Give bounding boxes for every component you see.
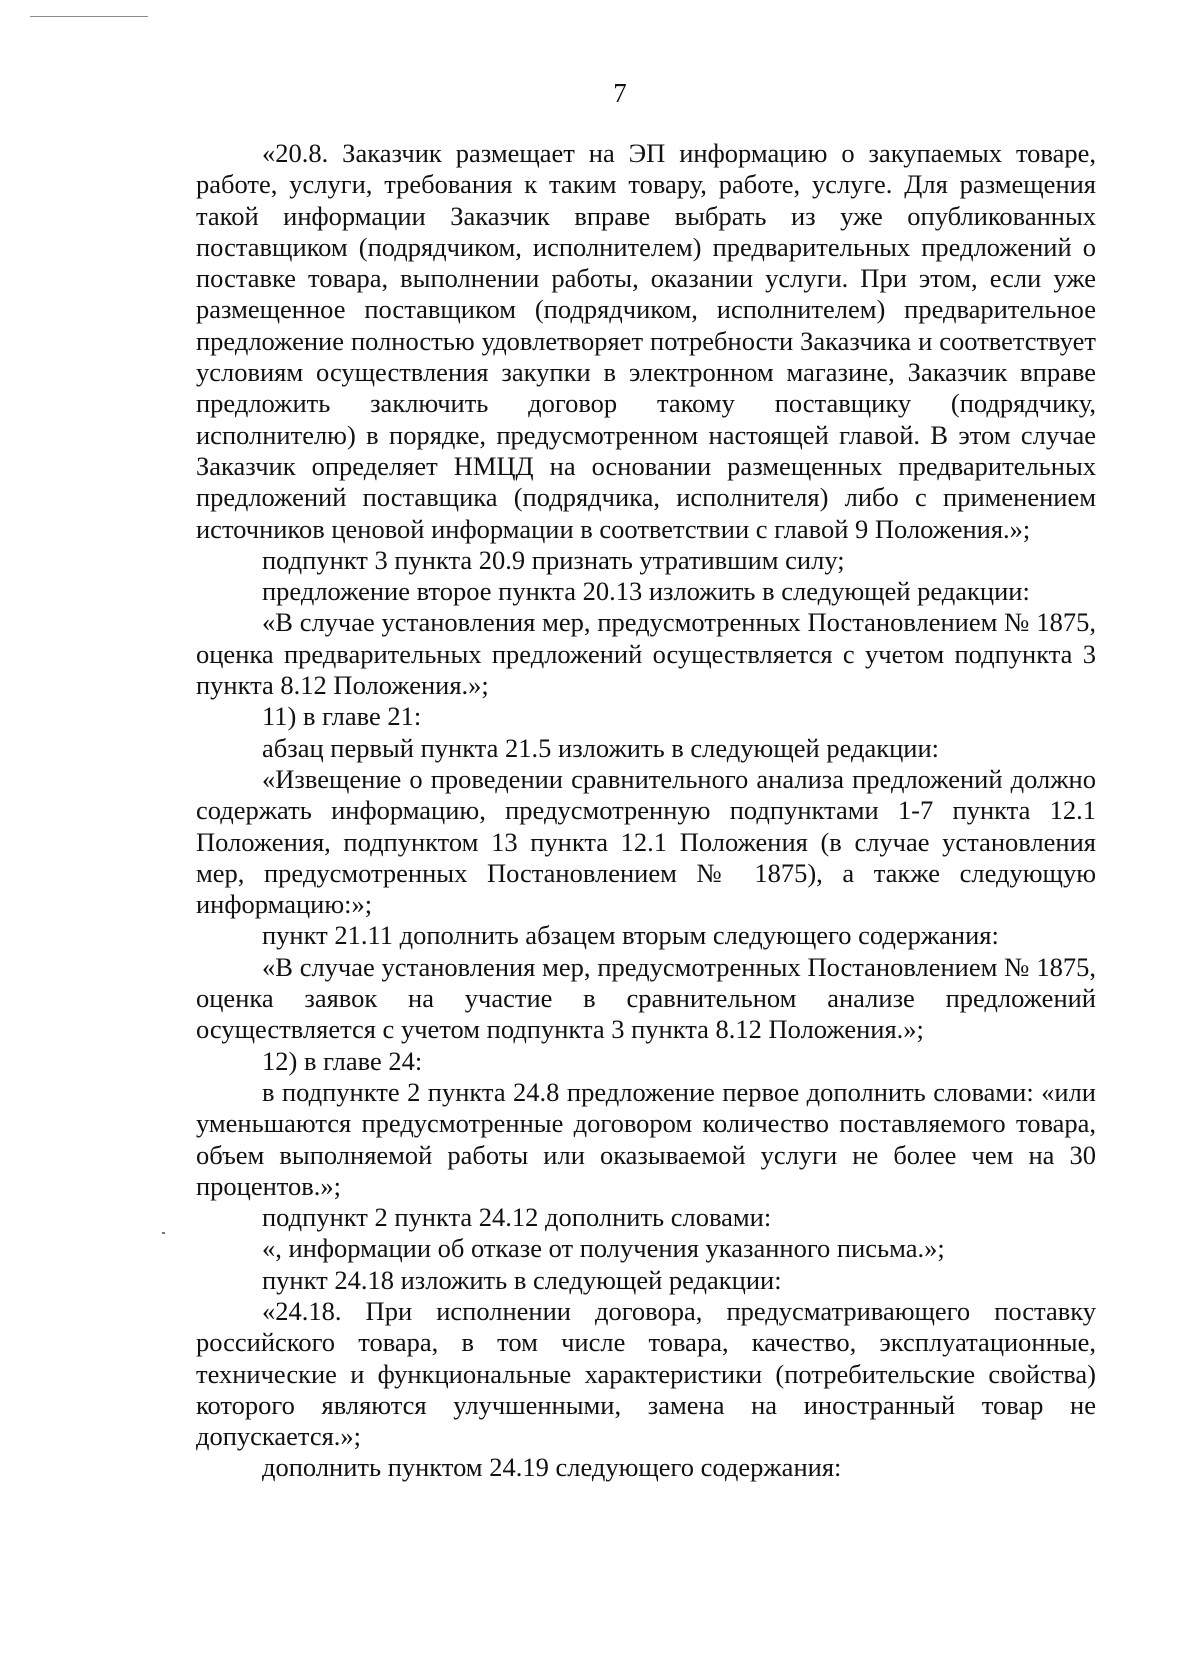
- paragraph: «24.18. При исполнении договора, предусматривающего поставку российского товара, в том числе товара, качество, эксплуатационные, технические и функциональные характеристики (потребительские свойства) которого являются улучшенными, замена на иностранный товар не допускается.»;: [196, 1295, 1096, 1452]
- document-body: [196, 138, 1096, 1484]
- paragraph: «, информации об отказе от получения указанного письма.»;: [262, 1233, 945, 1264]
- paragraph: дополнить пунктом 24.19 следующего содержания:: [262, 1452, 842, 1483]
- paragraph: «В случае установления мер, предусмотренных Постановлением № 1875, оценка предварительных предложений осуществляется с учетом подпункта 3 пункта 8.12 Положения.»;: [196, 607, 1096, 701]
- paragraph: пункт 21.11 дополнить абзацем вторым следующего содержания:: [262, 920, 999, 951]
- paragraph: «20.8. Заказчик размещает на ЭП информацию о закупаемых товаре, работе, услуги, требования к таким товару, работе, услуге. Для размещения такой информации Заказчик вправе выбрать из уже опубликованных поставщиком (подрядчиком, исполнителем) предварительных предложений о поставке товара, выполнении работы, оказании услуги. При этом, если уже размещенное поставщиком (подрядчиком, исполнителем) предварительное предложение полностью удовлетворяет потребности Заказчика и соответствует условиям осуществления закупки в электронном магазине, Заказчик вправе предложить заключить договор такому поставщику (подрядчику, исполнителю) в порядке, предусмотренном настоящей главой. В этом случае Заказчик определяет НМЦД на основании размещенных предварительных предложений поставщика (подрядчика, исполнителя) либо с применением источников ценовой информации в соответствии с главой 9 Положения.»;: [196, 138, 1096, 544]
- paragraph: подпункт 3 пункта 20.9 признать утратившим силу;: [262, 544, 845, 575]
- paragraph: 12) в главе 24:: [262, 1045, 423, 1076]
- paragraph: предложение второе пункта 20.13 изложить в следующей редакции:: [262, 576, 1030, 607]
- paragraph: «В случае установления мер, предусмотренных Постановлением № 1875, оценка заявок на участие в сравнительном анализе предложений осуществляется с учетом подпункта 3 пункта 8.12 Положения.»;: [196, 951, 1096, 1045]
- scan-speck: [162, 1232, 165, 1234]
- paragraph: пункт 24.18 изложить в следующей редакции:: [262, 1264, 782, 1295]
- paragraph: абзац первый пункта 21.5 изложить в следующей редакции:: [262, 732, 940, 763]
- paragraph: подпункт 2 пункта 24.12 дополнить словами:: [262, 1202, 772, 1233]
- paragraph: в подпункте 2 пункта 24.8 предложение первое дополнить словами: «или уменьшаются предусмотренные договором количество поставляемого товара, объем выполняемой работы или оказываемой услуги не более чем на 30 процентов.»;: [196, 1076, 1096, 1201]
- paragraph: «Извещение о проведении сравнительного анализа предложений должно содержать информацию, предусмотренную подпунктами 1-7 пункта 12.1 Положения, подпунктом 13 пункта 12.1 Положения (в случае установления мер, предусмотренных Постановлением № 1875), а также следующую информацию:»;: [196, 763, 1096, 920]
- paragraph: 11) в главе 21:: [262, 701, 422, 732]
- scan-corner-mark: [30, 16, 148, 17]
- page-number: 7: [613, 78, 627, 108]
